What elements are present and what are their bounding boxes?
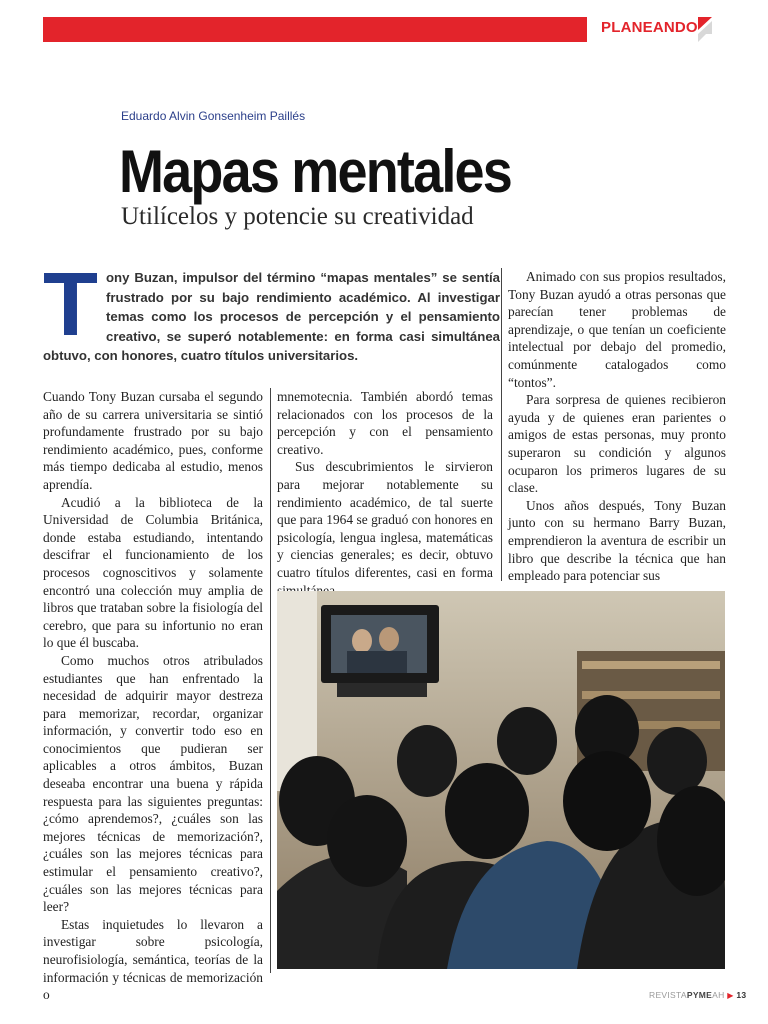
article-title: Mapas mentales bbox=[119, 138, 511, 205]
page-number: 13 bbox=[736, 990, 747, 1000]
article-intro bbox=[43, 255, 500, 366]
article-subtitle: Utilícelos y potencie su creatividad bbox=[121, 203, 474, 230]
paragraph: Como muchos otros atribulados estudiantes que han enfrentado la necesidad de adquirir mayor destreza para memorizar, recordar, organizar información, y convertir todo eso en conocimientos que pudieran ser aplicables a otros ámbitos, Buzan deseaba encontrar una buena y rápida respuesta para las siguientes preguntas: ¿cómo aprendemos?, ¿cuáles son las mejores técnicas de memorización?, ¿cuáles son las mejores técnicas para estimular el pensamiento creativo?, ¿cuáles son las mejores técnicas para leer? bbox=[43, 652, 263, 915]
intro-text: ony Buzan, impulsor del término “mapas mentales” se sentía frustrado por su bajo rendimiento académico. Al investigar temas como los procesos de percepción y el pensamiento creativo, se superó notablemente: en forma casi simultánea obtuvo, con honores, cuatro títulos universitarios. bbox=[43, 270, 500, 363]
column-divider bbox=[501, 268, 502, 581]
footer-suffix: AH bbox=[712, 990, 725, 1000]
body-column-3 bbox=[508, 268, 726, 585]
paragraph: Sus descubrimientos le sirvieron para mejorar notablemente su rendimiento académico, de tal suerte que para 1964 se graduó con honores en psicología, lengua inglesa, matemáticas y ciencias generales; es decir, obtuvo cuatro títulos diferentes, casi en forma bbox=[277, 459, 493, 580]
corner-arrow-icon bbox=[698, 17, 712, 43]
triangle-right-icon: ▶ bbox=[727, 991, 734, 1000]
page-footer bbox=[649, 990, 746, 1000]
paragraph: Unos años después, Tony Buzan junto con su hermano Barry Buzan, emprendieron la aventura de escribir un libro que describe la técnica que han empleado para potenciar sus bbox=[508, 497, 726, 584]
article-author: Eduardo Alvin Gonsenheim Paillés bbox=[121, 109, 306, 123]
column-divider bbox=[270, 388, 271, 973]
footer-brand: PYME bbox=[686, 990, 713, 1000]
section-label: PLANEANDO bbox=[601, 19, 698, 36]
footer-prefix: REVISTA bbox=[649, 990, 687, 1000]
paragraph: Cuando Tony Buzan cursaba el segundo año de su carrera universitaria se sintió profundamente frustrado por su bajo rendimiento académico, pues, conforme más tiempo dedicaba al estudio, menos aprendía. bbox=[43, 389, 263, 492]
paragraph: mnemotecnia. También abordó temas relacionados con los procesos de la percepción y con el pensamiento creativo. bbox=[277, 389, 493, 457]
header-red-bar bbox=[43, 17, 587, 42]
paragraph: Acudió a la biblioteca de la Universidad de Columbia Británica, donde estaba estudiando, intentando descifrar el funcionamiento de los procesos cognoscitivos y solamente encontró una colección muy amplia de libros que trataban sobre la fisiología del cerebro, que para su infortunio no eran lo que él buscaba. bbox=[43, 494, 263, 651]
paragraph: Para sorpresa de quienes recibieron ayuda y de quienes eran parientes o amigos de estas personas, muy pronto superaron su condición y algunos ocuparon los primeros lugares de su clase. bbox=[508, 392, 726, 496]
classroom-photo bbox=[277, 591, 725, 969]
body-column-1 bbox=[43, 388, 263, 1004]
drop-cap: T bbox=[43, 255, 98, 355]
paragraph: Estas inquietudes lo llevaron a investigar sobre psicología, neurofisiología, semántica, teorías de la información y técnicas de memorización o bbox=[43, 916, 263, 1003]
body-column-2 bbox=[277, 388, 493, 599]
paragraph: Animado con sus propios resultados, Tony Buzan ayudó a otras personas que parecían tener problemas de aprendizaje, o que tenían un coeficiente intelectual por debajo del promedio, comúnmente catalogados como “tontos”. bbox=[508, 269, 726, 390]
